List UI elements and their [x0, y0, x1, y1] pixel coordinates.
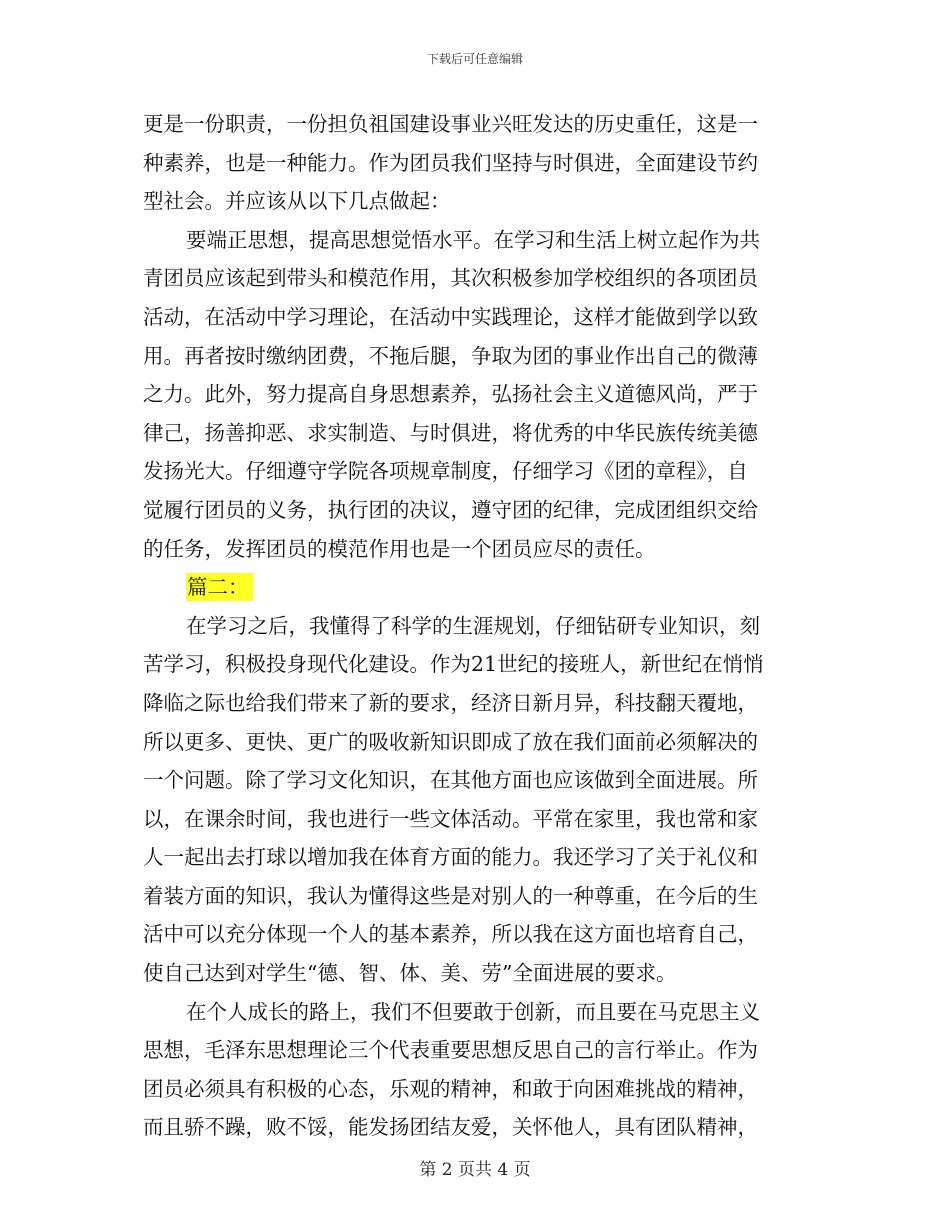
body-line: 降临之际也给我们带来了新的要求，经济日新月异，科技翻天覆地，	[143, 690, 758, 715]
document-body	[143, 105, 805, 1147]
body-line: 律己，扬善抑恶、求实制造、与时俱进，将优秀的中华民族传统美德	[143, 420, 758, 445]
section-heading-highlight: 篇二：	[186, 573, 253, 601]
body-line: 而且骄不躁，败不馁，能发扬团结友爱，关怀他人，具有团队精神，	[143, 1115, 758, 1140]
section-heading	[143, 568, 805, 607]
body-line: 人一起出去打球以增加我在体育方面的能力。我还学习了关于礼仪和	[143, 845, 758, 870]
body-line: 型社会。并应该从以下几点做起：	[143, 189, 451, 214]
body-line: 青团员应该起到带头和模范作用，其次积极参加学校组织的各项团员	[143, 266, 758, 291]
body-line: 苦学习，积极投身现代化建设。作为21世纪的接班人，新世纪在悄悄	[143, 652, 764, 677]
body-line: 之力。此外，努力提高自身思想素养，弘扬社会主义道德风尚，严于	[143, 382, 758, 407]
body-line: 觉履行团员的义务，执行团的决议，遵守团的纪律，完成团组织交给	[143, 497, 758, 522]
body-line: 活中可以充分体现一个人的基本素养，所以我在这方面也培育自己，	[143, 922, 758, 947]
body-line: 以，在课余时间，我也进行一些文体活动。平常在家里，我也常和家	[143, 806, 758, 831]
body-line: 活动，在活动中学习理论，在活动中实践理论，这样才能做到学以致	[143, 304, 758, 329]
body-line: 一个问题。除了学习文化知识，在其他方面也应该做到全面进展。所	[143, 768, 758, 793]
body-line: 着装方面的知识，我认为懂得这些是对别人的一种尊重，在今后的生	[143, 883, 758, 908]
body-line: 的任务，发挥团员的模范作用也是一个团员应尽的责任。	[143, 536, 656, 561]
body-line: 种素养，也是一种能力。作为团员我们坚持与时俱进，全面建设节约	[143, 150, 758, 175]
paragraph-start-line: 在个人成长的路上，我们不但要敢于创新，而且要在马克思主义	[186, 999, 760, 1024]
page-footer: 第 2 页共 4 页	[419, 1160, 531, 1180]
paragraph-start-line: 在学习之后，我懂得了科学的生涯规划，仔细钻研专业知识，刻	[186, 613, 760, 638]
paragraph-start-line: 要端正思想，提高思想觉悟水平。在学习和生活上树立起作为共	[186, 227, 760, 252]
body-line: 所以更多、更快、更广的吸收新知识即成了放在我们面前必须解决的	[143, 729, 758, 754]
page-header: 下载后可任意编辑	[426, 52, 523, 66]
body-line: 思想，毛泽东思想理论三个代表重要思想反思自己的言行举止。作为	[143, 1038, 758, 1063]
body-line: 团员必须具有积极的心态，乐观的精神，和敢于向困难挑战的精神，	[143, 1076, 758, 1101]
body-line: 用。再者按时缴纳团费，不拖后腿，争取为团的事业作出自己的微薄	[143, 343, 758, 368]
body-line: 发扬光大。仔细遵守学院各项规章制度，仔细学习《团的章程》，自	[143, 459, 748, 484]
body-line: 使自己达到对学生“德、智、体、美、劳”全面进展的要求。	[143, 961, 677, 986]
body-line: 更是一份职责，一份担负祖国建设事业兴旺发达的历史重任，这是一	[143, 112, 758, 136]
